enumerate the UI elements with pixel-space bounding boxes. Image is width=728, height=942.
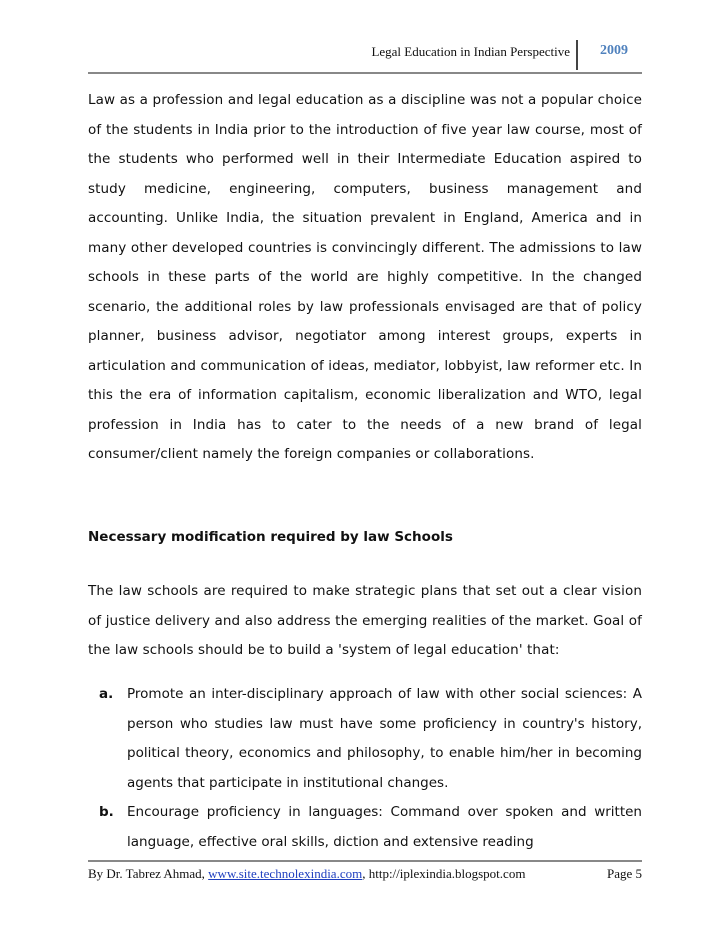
footer-credit (88, 866, 525, 882)
header-rule (88, 72, 642, 74)
section-heading: Necessary modification required by law Schools (88, 529, 453, 545)
goals-list (88, 680, 642, 857)
paragraph-intro: Law as a profession and legal education as a discipline was not a popular choice of the students in India prior to the introduction of five year law course, most of the students who performed well in their Intermediate Education aspired to study medicine, engineering, computers, business management and accounting. Unlike India, the situation prevalent in England, America and in many other developed countries is convincingly different. The admissions to law schools in these parts of the world are highly competitive. In the changed scenario, the additional roles by law professionals envisaged are that of policy planner, business advisor, negotiator among interest groups, experts in articulation and communication of ideas, mediator, lobbyist, law reformer etc. In this the era of information capitalism, economic liberalization and WTO, legal profession in India has to cater to the needs of a new brand of legal consumer/client namely the foreign companies or collaborations. (88, 92, 642, 462)
list-marker: b. (99, 804, 114, 820)
paragraph-goals: The law schools are required to make strategic plans that set out a clear vision of justice delivery and also address the emerging realities of the market. Goal of the law schools should be to build a 'system of legal education' that: (88, 583, 642, 658)
list-item (88, 680, 642, 798)
blog-url: , http://iplexindia.blogspot.com (362, 866, 526, 881)
website-link[interactable]: www.site.technolexindia.com (208, 866, 363, 881)
list-item-text: Promote an inter-disciplinary approach of law with other social sciences: A person who studies law must have some proficiency in country's history, political theory, economics and philosophy, to enable him/her in becoming agents that participate in institutional changes. (127, 686, 642, 791)
document-title: Legal Education in Indian Perspective (371, 44, 570, 59)
header-divider (576, 40, 578, 70)
list-marker: a. (99, 686, 114, 702)
list-item (88, 798, 642, 857)
header-year: 2009 (600, 43, 628, 58)
footer-rule (88, 860, 642, 862)
list-item-text: Encourage proficiency in languages: Command over spoken and written language, effective oral skills, diction and extensive reading (127, 804, 642, 850)
page-number: Page 5 (606, 866, 642, 881)
footer-author: By Dr. Tabrez Ahmad, (88, 866, 205, 881)
page-header (88, 40, 636, 68)
